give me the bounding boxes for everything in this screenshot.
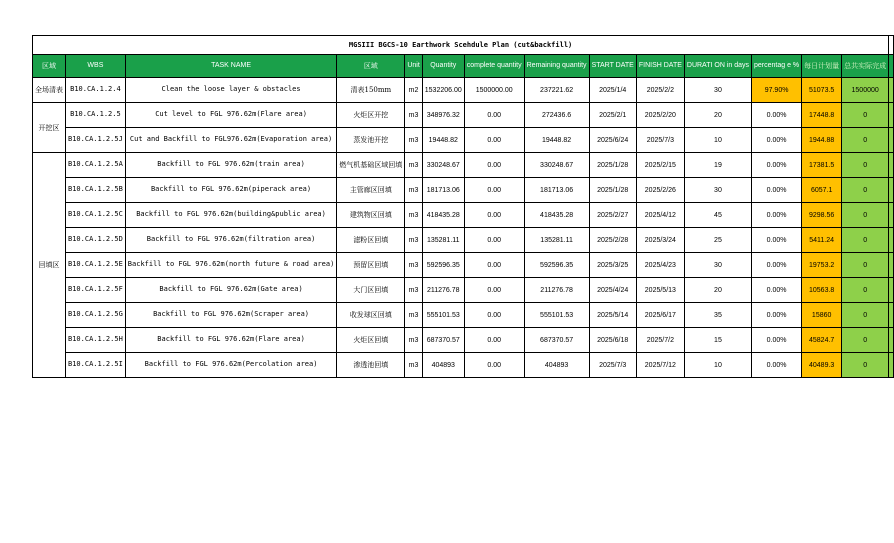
complete-quantity-cell: 0.00 [464,228,524,253]
row-spacer-cell [889,103,894,128]
table-row [33,228,894,253]
duration-cell: 20 [684,278,751,303]
start-date-cell: 2025/2/1 [589,103,636,128]
header-unit: Unit [405,55,422,78]
daily-plan-cell: 51073.5 [802,78,842,103]
header-zone: 区域 [337,55,405,78]
header-start-date: START DATE [589,55,636,78]
task-name-cell: Backfill to FGL 976.62m(train area) [125,153,337,178]
unit-cell: m3 [405,328,422,353]
zone-cell: 收发球区回填 [337,303,405,328]
duration-cell: 10 [684,353,751,378]
start-date-cell: 2025/1/4 [589,78,636,103]
percentage-cell: 0.00% [752,303,802,328]
total-actual-cell: 0 [842,128,889,153]
quantity-cell: 181713.06 [422,178,464,203]
complete-quantity-cell: 0.00 [464,178,524,203]
header-row [33,55,894,78]
zone-cell: 渗透池回填 [337,353,405,378]
zone-cell: 火炬区回填 [337,328,405,353]
table-row [33,303,894,328]
remaining-quantity-cell: 404893 [524,353,589,378]
remaining-quantity-cell: 330248.67 [524,153,589,178]
quantity-cell: 418435.28 [422,203,464,228]
duration-cell: 45 [684,203,751,228]
finish-date-cell: 2025/3/24 [636,228,684,253]
duration-cell: 30 [684,178,751,203]
remaining-quantity-cell: 687370.57 [524,328,589,353]
wbs-cell: B10.CA.1.2.5J [66,128,126,153]
header-wbs: WBS [66,55,126,78]
task-name-cell: Backfill to FGL 976.62m(Flare area) [125,328,337,353]
percentage-cell: 0.00% [752,178,802,203]
header-duration: DURATI ON in days [684,55,751,78]
complete-quantity-cell: 1500000.00 [464,78,524,103]
complete-quantity-cell: 0.00 [464,328,524,353]
row-spacer-cell [889,128,894,153]
area-group-cell: 回填区 [33,153,66,378]
task-name-cell: Clean the loose layer & obstacles [125,78,337,103]
start-date-cell: 2025/1/28 [589,178,636,203]
duration-cell: 20 [684,103,751,128]
wbs-cell: B10.CA.1.2.5H [66,328,126,353]
unit-cell: m2 [405,78,422,103]
complete-quantity-cell: 0.00 [464,353,524,378]
header-complete-quantity: complete quantity [464,55,524,78]
unit-cell: m3 [405,153,422,178]
daily-plan-cell: 17381.5 [802,153,842,178]
area-group-cell: 全场清表 [33,78,66,103]
percentage-cell: 0.00% [752,228,802,253]
percentage-cell: 0.00% [752,253,802,278]
percentage-cell: 0.00% [752,203,802,228]
percentage-cell: 0.00% [752,128,802,153]
zone-cell: 燃气机基础区域回填 [337,153,405,178]
daily-plan-cell: 40489.3 [802,353,842,378]
percentage-cell: 0.00% [752,103,802,128]
row-spacer-cell [889,303,894,328]
start-date-cell: 2025/1/28 [589,153,636,178]
total-actual-cell: 0 [842,278,889,303]
quantity-cell: 687370.57 [422,328,464,353]
remaining-quantity-cell: 592596.35 [524,253,589,278]
total-actual-cell: 0 [842,253,889,278]
task-name-cell: Backfill to FGL 976.62m(Gate area) [125,278,337,303]
daily-plan-cell: 15860 [802,303,842,328]
schedule-table [32,35,894,378]
total-actual-cell: 0 [842,228,889,253]
header-quantity: Quantity [422,55,464,78]
zone-cell: 主管廊区回填 [337,178,405,203]
task-name-cell: Backfill to FGL 976.62m(building&public area) [125,203,337,228]
table-row [33,203,894,228]
finish-date-cell: 2025/7/2 [636,328,684,353]
complete-quantity-cell: 0.00 [464,278,524,303]
quantity-cell: 404893 [422,353,464,378]
row-spacer-cell [889,278,894,303]
complete-quantity-cell: 0.00 [464,303,524,328]
zone-cell: 预留区回填 [337,253,405,278]
total-actual-cell: 0 [842,103,889,128]
remaining-quantity-cell: 418435.28 [524,203,589,228]
row-spacer-cell [889,203,894,228]
start-date-cell: 2025/2/27 [589,203,636,228]
wbs-cell: B10.CA.1.2.4 [66,78,126,103]
task-name-cell: Cut and Backfill to FGL976.62m(Evaporation area) [125,128,337,153]
task-name-cell: Backfill to FGL 976.62m(piperack area) [125,178,337,203]
header-task-name: TASK NAME [125,55,337,78]
task-name-cell: Backfill to FGL 976.62m(Percolation area) [125,353,337,378]
duration-cell: 30 [684,78,751,103]
wbs-cell: B10.CA.1.2.5F [66,278,126,303]
header-area: 区域 [33,55,66,78]
remaining-quantity-cell: 19448.82 [524,128,589,153]
unit-cell: m3 [405,178,422,203]
percentage-cell: 0.00% [752,153,802,178]
complete-quantity-cell: 0.00 [464,253,524,278]
daily-plan-cell: 6057.1 [802,178,842,203]
quantity-cell: 211276.78 [422,278,464,303]
wbs-cell: B10.CA.1.2.5C [66,203,126,228]
percentage-cell: 0.00% [752,278,802,303]
daily-plan-cell: 5411.24 [802,228,842,253]
total-actual-cell: 0 [842,353,889,378]
total-actual-cell: 0 [842,328,889,353]
percentage-cell: 97.90% [752,78,802,103]
daily-plan-cell: 45824.7 [802,328,842,353]
daily-plan-cell: 9298.56 [802,203,842,228]
duration-cell: 35 [684,303,751,328]
wbs-cell: B10.CA.1.2.5B [66,178,126,203]
table-row [33,253,894,278]
percentage-cell: 0.00% [752,353,802,378]
area-group-cell: 开挖区 [33,103,66,153]
quantity-cell: 1532206.00 [422,78,464,103]
wbs-cell: B10.CA.1.2.5G [66,303,126,328]
finish-date-cell: 2025/2/26 [636,178,684,203]
table-row [33,178,894,203]
remaining-quantity-cell: 237221.62 [524,78,589,103]
header-total-actual: 总共实际完成 [842,55,889,78]
start-date-cell: 2025/4/24 [589,278,636,303]
row-spacer-cell [889,78,894,103]
start-date-cell: 2025/5/14 [589,303,636,328]
daily-plan-cell: 10563.8 [802,278,842,303]
remaining-quantity-cell: 555101.53 [524,303,589,328]
duration-cell: 19 [684,153,751,178]
complete-quantity-cell: 0.00 [464,103,524,128]
wbs-cell: B10.CA.1.2.5A [66,153,126,178]
start-date-cell: 2025/7/3 [589,353,636,378]
task-name-cell: Backfill to FGL 976.62m(filtration area) [125,228,337,253]
zone-cell: 大门区回填 [337,278,405,303]
remaining-quantity-cell: 272436.6 [524,103,589,128]
finish-date-cell: 2025/4/12 [636,203,684,228]
quantity-cell: 135281.11 [422,228,464,253]
quantity-cell: 555101.53 [422,303,464,328]
task-name-cell: Backfill to FGL 976.62m(Scraper area) [125,303,337,328]
start-date-cell: 2025/6/18 [589,328,636,353]
header-spacer-cell [889,55,894,78]
duration-cell: 25 [684,228,751,253]
daily-plan-cell: 19753.2 [802,253,842,278]
unit-cell: m3 [405,353,422,378]
finish-date-cell: 2025/6/17 [636,303,684,328]
header-percentage: percentag e % [752,55,802,78]
row-spacer-cell [889,228,894,253]
zone-cell: 滤粉区回填 [337,228,405,253]
table-row [33,128,894,153]
row-spacer-cell [889,178,894,203]
quantity-cell: 330248.67 [422,153,464,178]
wbs-cell: B10.CA.1.2.5D [66,228,126,253]
table-row [33,153,894,178]
unit-cell: m3 [405,203,422,228]
complete-quantity-cell: 0.00 [464,128,524,153]
task-name-cell: Cut level to FGL 976.62m(Flare area) [125,103,337,128]
table-row [33,78,894,103]
complete-quantity-cell: 0.00 [464,153,524,178]
remaining-quantity-cell: 181713.06 [524,178,589,203]
finish-date-cell: 2025/7/12 [636,353,684,378]
zone-cell: 蒸发池开挖 [337,128,405,153]
start-date-cell: 2025/2/28 [589,228,636,253]
total-actual-cell: 0 [842,178,889,203]
wbs-cell: B10.CA.1.2.5I [66,353,126,378]
finish-date-cell: 2025/2/2 [636,78,684,103]
duration-cell: 10 [684,128,751,153]
unit-cell: m3 [405,228,422,253]
finish-date-cell: 2025/2/15 [636,153,684,178]
quantity-cell: 19448.82 [422,128,464,153]
row-spacer-cell [889,353,894,378]
wbs-cell: B10.CA.1.2.5 [66,103,126,128]
duration-cell: 15 [684,328,751,353]
unit-cell: m3 [405,128,422,153]
start-date-cell: 2025/3/25 [589,253,636,278]
finish-date-cell: 2025/7/3 [636,128,684,153]
unit-cell: m3 [405,278,422,303]
table-row [33,353,894,378]
table-row [33,328,894,353]
total-actual-cell: 1500000 [842,78,889,103]
zone-cell: 建筑物区回填 [337,203,405,228]
remaining-quantity-cell: 135281.11 [524,228,589,253]
total-actual-cell: 0 [842,303,889,328]
header-finish-date: FINISH DATE [636,55,684,78]
task-name-cell: Backfill to FGL 976.62m(north future & road area) [125,253,337,278]
table-row [33,103,894,128]
zone-cell: 火炬区开挖 [337,103,405,128]
row-spacer-cell [889,328,894,353]
quantity-cell: 348976.32 [422,103,464,128]
unit-cell: m3 [405,103,422,128]
daily-plan-cell: 17448.8 [802,103,842,128]
daily-plan-cell: 1944.88 [802,128,842,153]
header-daily-plan: 每日计划量 [802,55,842,78]
finish-date-cell: 2025/5/13 [636,278,684,303]
row-spacer-cell [889,253,894,278]
wbs-cell: B10.CA.1.2.5E [66,253,126,278]
header-remaining-quantity: Remaining quantity [524,55,589,78]
zone-cell: 清表150mm [337,78,405,103]
total-actual-cell: 0 [842,153,889,178]
row-spacer-cell [889,153,894,178]
complete-quantity-cell: 0.00 [464,203,524,228]
start-date-cell: 2025/6/24 [589,128,636,153]
finish-date-cell: 2025/2/20 [636,103,684,128]
finish-date-cell: 2025/4/23 [636,253,684,278]
percentage-cell: 0.00% [752,328,802,353]
total-actual-cell: 0 [842,203,889,228]
remaining-quantity-cell: 211276.78 [524,278,589,303]
unit-cell: m3 [405,303,422,328]
duration-cell: 30 [684,253,751,278]
quantity-cell: 592596.35 [422,253,464,278]
table-row [33,278,894,303]
sheet-title: MGSIII BGCS-10 Earthwork Scehdule Plan (cut&backfill) [33,36,889,55]
unit-cell: m3 [405,253,422,278]
title-spacer-cell [889,36,894,55]
